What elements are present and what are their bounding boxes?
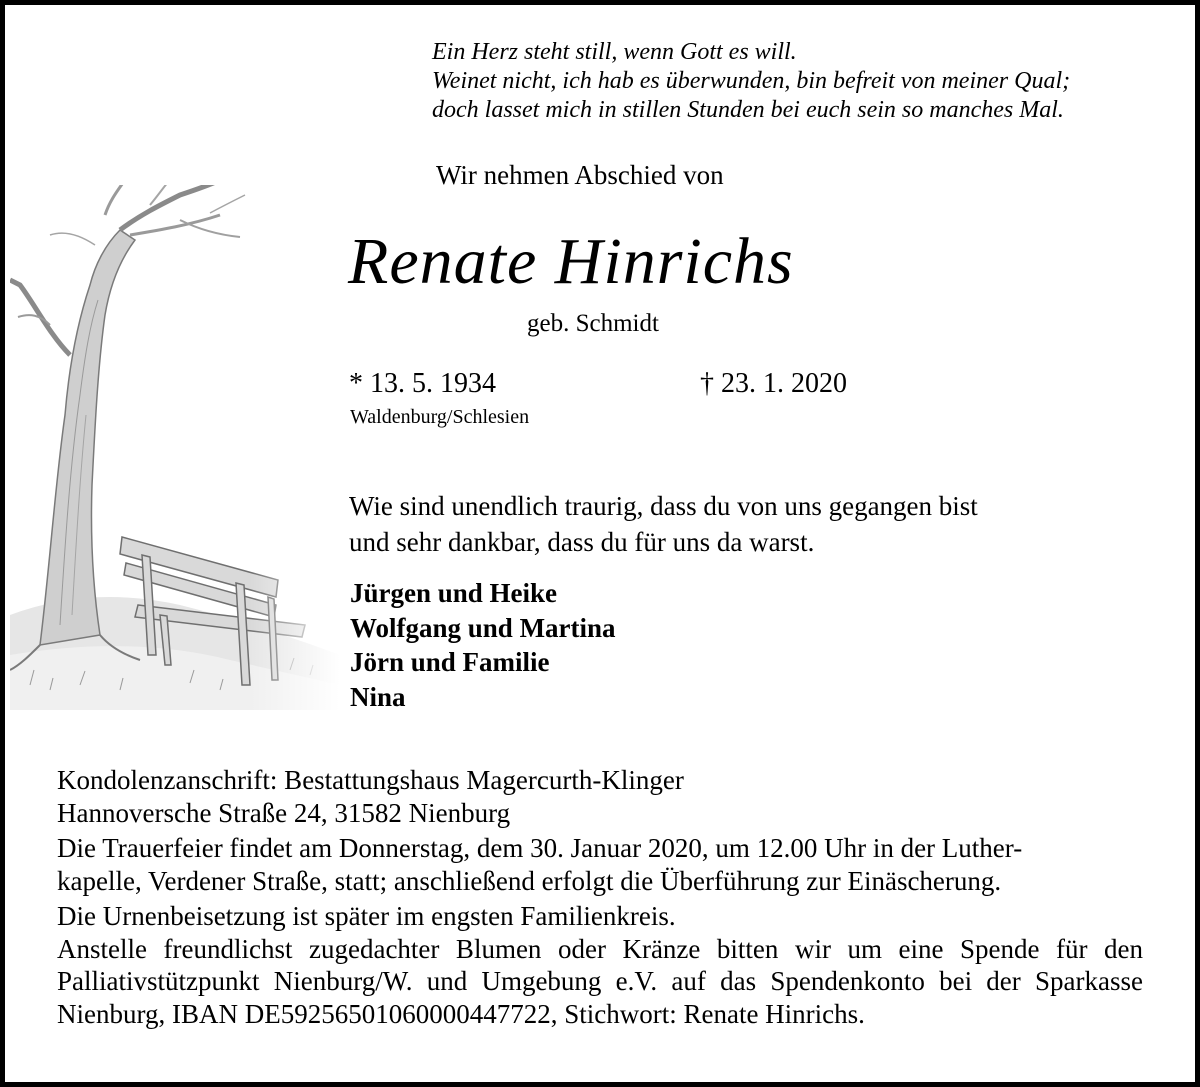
poem-line: Ein Herz steht still, wenn Gott es will. (432, 39, 797, 65)
ceremony-info (57, 832, 1143, 897)
condolence-line: Kondolenzanschrift: Bestattungshaus Magercurth-Klinger (57, 765, 684, 795)
message-line: Wie sind unendlich traurig, dass du von uns gegangen bist (349, 491, 978, 521)
ceremony-line: Die Trauerfeier findet am Donnerstag, dem 30. Januar 2020, um 12.00 Uhr in der Luther- (57, 833, 1023, 863)
poem (432, 38, 1070, 125)
ceremony-line: kapelle, Verdener Straße, statt; anschließend erfolgt die Überführung zur Einäscherung. (57, 865, 1002, 896)
mourner: Jörn und Familie (350, 647, 550, 677)
intro-text: Wir nehmen Abschied von (436, 160, 724, 190)
maiden-name: geb. Schmidt (527, 310, 659, 337)
poem-line: doch lasset mich in stillen Stunden bei euch sein so manches Mal. (432, 97, 1064, 123)
message-line: und sehr dankbar, dass du für uns da warst. (349, 527, 815, 557)
mourner: Jürgen und Heike (350, 578, 558, 608)
service-details (57, 764, 1143, 1030)
condolence-address (57, 764, 1143, 829)
tree-bench-illustration (10, 185, 340, 710)
mourning-message (349, 488, 978, 560)
mourner: Wolfgang und Martina (350, 612, 616, 643)
mourners-list (350, 576, 616, 714)
burial-info: Die Urnenbeisetzung ist später im engsten Familienkreis. (57, 901, 676, 931)
mourner: Nina (350, 681, 406, 712)
death-date: † 23. 1. 2020 (700, 368, 847, 399)
condolence-line: Hannoversche Straße 24, 31582 Nienburg (57, 797, 511, 828)
poem-line: Weinet nicht, ich hab es überwunden, bin befreit von meiner Qual; (432, 68, 1071, 94)
birth-date: * 13. 5. 1934 (349, 368, 496, 399)
birthplace: Waldenburg/Schlesien (350, 406, 530, 428)
deceased-name: Renate Hinrichs (348, 225, 794, 298)
donation-info: Anstelle freundlichst zugedachter Blumen oder Kränze bitten wir um eine Spende für den Palliativstützpunkt Nienburg/W. und Umgebung e.V. auf das Spendenkonto bei der Sparkasse Nienburg, IBAN DE59256501060000447722, Stichwort: Renate Hinrichs. (57, 933, 1143, 1029)
